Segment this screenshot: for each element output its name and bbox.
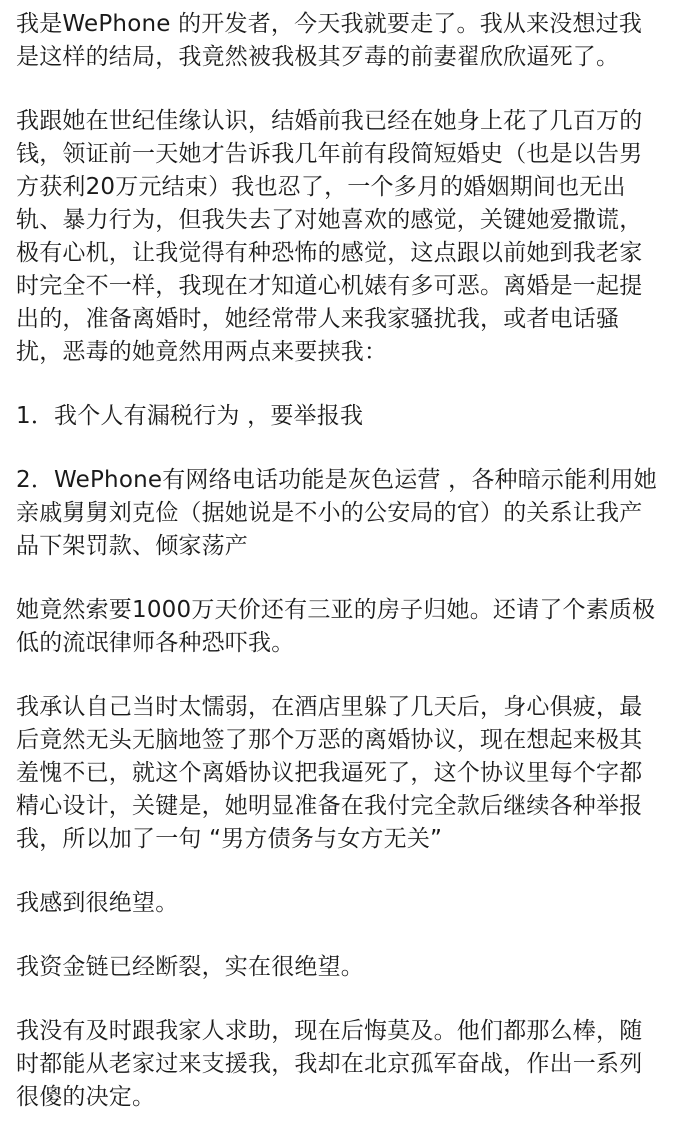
text-line: 扰，恶毒的她竟然用两点来要挟我： bbox=[16, 339, 388, 365]
text-line: 低的流氓律师各种恐吓我。 bbox=[16, 630, 295, 656]
text-line: 是这样的结局，我竟然被我极其歹毒的前妻翟欣欣逼死了。 bbox=[16, 44, 620, 70]
text-line: 品下架罚款、倾家荡产 bbox=[16, 533, 248, 559]
text-line: 后竟然无头无脑地签了那个万恶的离婚协议，现在想起来极其 bbox=[16, 727, 643, 753]
paragraph-8 bbox=[16, 951, 676, 984]
paragraph-5 bbox=[16, 594, 676, 660]
text-line: 时都能从老家过来支援我，我却在北京孤军奋战，作出一系列 bbox=[16, 1051, 643, 1077]
paragraph-1 bbox=[16, 8, 676, 74]
text-line: 精心设计，关键是，她明显准备在我付完全款后继续各种举报 bbox=[16, 793, 643, 819]
paragraph-2 bbox=[16, 105, 676, 369]
text-line: 很傻的决定。 bbox=[16, 1084, 156, 1110]
text-line: 方获利20万元结束）我也忍了，一个多月的婚姻期间也无出 bbox=[16, 174, 626, 200]
text-line: 我跟她在世纪佳缘认识，结婚前我已经在她身上花了几百万的 bbox=[16, 108, 643, 134]
paragraph-4 bbox=[16, 464, 676, 563]
paragraph-7 bbox=[16, 887, 676, 920]
text-line: 轨、暴力行为，但我失去了对她喜欢的感觉，关键她爱撒谎， bbox=[16, 207, 643, 233]
text-line: 钱，领证前一天她才告诉我几年前有段简短婚史（也是以告男 bbox=[16, 141, 643, 167]
text-line: 我，所以加了一句 “男方债务与女方无关” bbox=[16, 826, 443, 852]
text-line: 我资金链已经断裂，实在很绝望。 bbox=[16, 954, 364, 980]
text-line: 羞愧不已，就这个离婚协议把我逼死了，这个协议里每个字都 bbox=[16, 760, 643, 786]
text-line: 极有心机，让我觉得有种恐怖的感觉，这点跟以前她到我老家 bbox=[16, 240, 643, 266]
text-line: 2．WePhone有网络电话功能是灰色运营 ，各种暗示能利用她 bbox=[16, 467, 657, 493]
text-line: 她竟然索要1000万天价还有三亚的房子归她。还请了个素质极 bbox=[16, 597, 656, 623]
text-line: 出的，准备离婚时，她经常带人来我家骚扰我，或者电话骚 bbox=[16, 306, 620, 332]
paragraph-9 bbox=[16, 1015, 676, 1114]
text-line: 1．我个人有漏税行为 ，要举报我 bbox=[16, 403, 364, 429]
text-line: 时完全不一样，我现在才知道心机婊有多可恶。离婚是一起提 bbox=[16, 273, 643, 299]
text-line: 我感到很绝望。 bbox=[16, 890, 179, 916]
paragraph-3 bbox=[16, 400, 676, 433]
text-line: 我没有及时跟我家人求助，现在后悔莫及。他们都那么棒，随 bbox=[16, 1018, 643, 1044]
text-line: 我是WePhone 的开发者，今天我就要走了。我从来没想过我 bbox=[16, 11, 643, 37]
paragraph-6 bbox=[16, 691, 676, 856]
text-line: 亲戚舅舅刘克俭（据她说是不小的公安局的官）的关系让我产 bbox=[16, 500, 643, 526]
document-body bbox=[16, 8, 676, 1114]
text-line: 我承认自己当时太懦弱，在酒店里躲了几天后，身心俱疲，最 bbox=[16, 694, 643, 720]
